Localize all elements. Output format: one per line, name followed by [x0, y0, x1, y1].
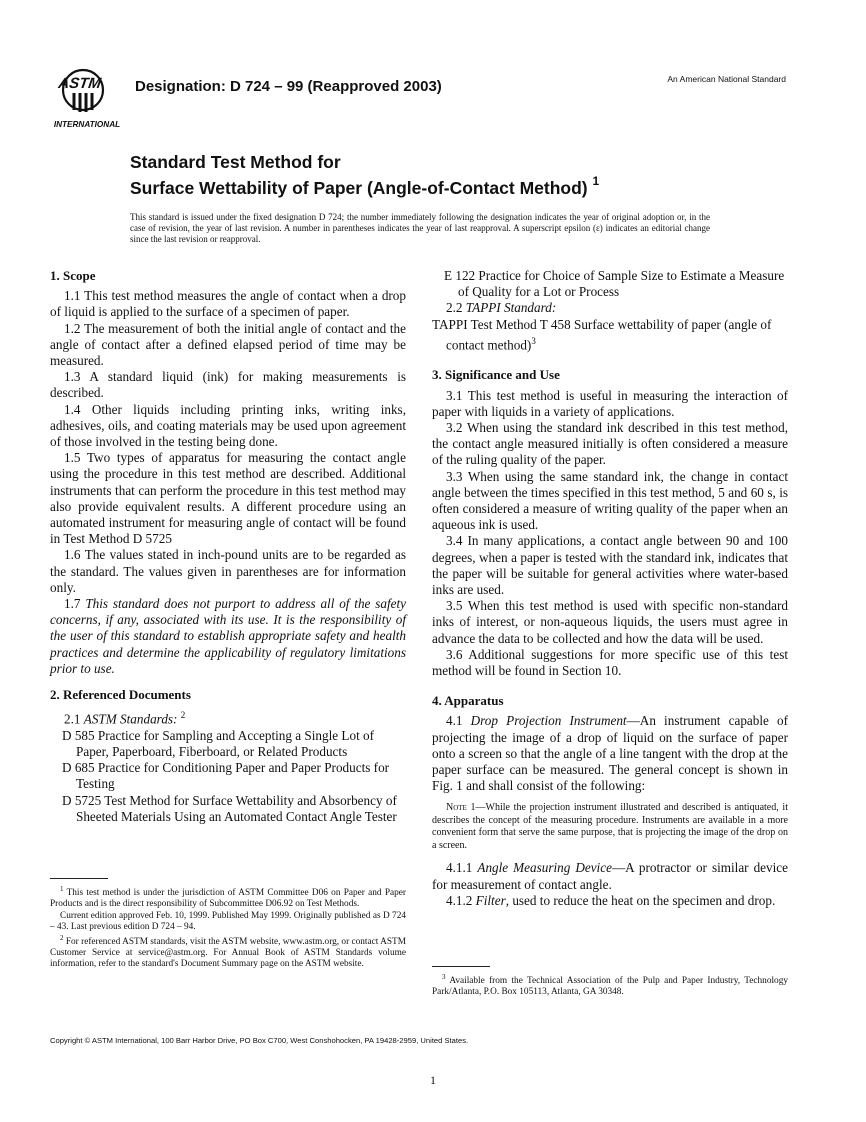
- reference-e122: E 122 Practice for Choice of Sample Size to Estimate a Measure of Quality for a Lot or Process: [444, 268, 785, 300]
- section-heading-referenced-documents: 2. Referenced Documents: [50, 687, 191, 703]
- document-title: [130, 152, 750, 199]
- footnotes-left: [50, 884, 406, 971]
- paragraph-4-1-2: [432, 893, 788, 909]
- footnote-rule-left: [50, 878, 108, 879]
- reference-tappi-text: TAPPI Test Method T 458 Surface wettability of paper (angle of contact method): [432, 316, 772, 353]
- page-number: 1: [430, 1073, 436, 1087]
- footnote-2-text: For referenced ASTM standards, visit the ASTM website, www.astm.org, or contact ASTM Customer Service at service@astm.org. For Annual Book of ASTM Standards volume information, refer to the standard's Document Summary page on the ASTM website.: [50, 937, 407, 970]
- paragraph-4-1-2-term: Filter: [475, 892, 506, 908]
- footnote-1-text: This test method is under the jurisdiction of ASTM Committee D06 on Paper and Paper Products and is the direct responsibility of Subcommittee D06.92 on Test Methods.: [50, 888, 406, 910]
- svg-text:INTERNATIONAL: INTERNATIONAL: [53, 120, 121, 129]
- paragraph-2-2-label: TAPPI Standard:: [465, 300, 557, 316]
- right-column: [432, 268, 788, 909]
- footnotes-right: [432, 972, 788, 999]
- paragraph-2-1-number: 2.1: [64, 711, 81, 727]
- paragraph-2-1: [50, 707, 406, 728]
- footnote-2: [50, 933, 406, 971]
- paragraph-2-2-number: 2.2: [446, 300, 463, 316]
- paragraph-3-6: 3.6 Additional suggestions for more specific use of this test method will be found in Section 10.: [432, 646, 788, 679]
- section-heading-apparatus: 4. Apparatus: [432, 693, 504, 709]
- section-heading-significance: 3. Significance and Use: [432, 367, 560, 383]
- section-heading-scope: 1. Scope: [50, 268, 96, 283]
- reference-tappi: [420, 317, 788, 354]
- paragraph-4-1-1-text: —A protractor or similar device for measurement of contact angle.: [432, 860, 788, 892]
- designation: Designation: D 724 – 99 (Reapproved 2003): [135, 78, 442, 95]
- svg-text:ASTM: ASTM: [57, 75, 103, 92]
- footnote-3: [432, 972, 788, 999]
- note-1: [432, 802, 788, 852]
- title-line-2-text: Surface Wettability of Paper (Angle-of-Contact Method): [130, 177, 588, 198]
- reference-d5725: D 5725 Test Method for Surface Wettability and Absorbency of Sheeted Materials Using an Automated Contact Angle Tester: [62, 792, 397, 824]
- paragraph-1-1: 1.1 This test method measures the angle of contact when a drop of liquid is applied to the surface of a specimen of paper.: [50, 288, 406, 320]
- paragraph-1-3: 1.3 A standard liquid (ink) for making measurements is described.: [50, 369, 406, 401]
- title-footnote-mark: 1: [592, 174, 600, 188]
- paragraph-4-1: [432, 713, 788, 794]
- paragraph-2-1-label: ASTM Standards:: [83, 711, 178, 727]
- footnote-rule-right: [432, 966, 490, 967]
- footnote-3-text: Available from the Technical Association of the Pulp and Paper Industry, Technology Park/Atlanta, P.O. Box 105113, Atlanta, GA 30348.: [432, 976, 788, 998]
- astm-logo: [50, 60, 124, 132]
- paragraph-1-7-text: This standard does not purport to address all of the safety concerns, if any, associated with its use. It is the responsibility of the user of this standard to establish appropriate safety and health practices and determine the applicability of regulatory limitations prior to use.: [50, 596, 407, 676]
- title-line-1: Standard Test Method for: [130, 152, 341, 172]
- paragraph-4-1-2-number: 4.1.2: [446, 892, 473, 908]
- paragraph-1-4: 1.4 Other liquids including printing inks, writing inks, adhesives, oils, and coating materials may be used upon agreement of those involved in the testing being done.: [50, 401, 406, 450]
- paragraph-1-5: 1.5 Two types of apparatus for measuring the contact angle using the procedure in this test method are described. Additional instruments that can perform the procedure in this test method may also provide equivalent results. A different procedure using an automated instrument for measuring angle of contact will be found in Test Method D 5725: [50, 450, 406, 547]
- issue-note: This standard is issued under the fixed designation D 724; the number immediately following the designation indicates the year of original adoption or, in the case of revision, the year of last revision. A number in parentheses indicates the year of last reapproval. A superscript epsilon (ε) indicates an editorial change since the last revision or reapproval.: [130, 212, 710, 244]
- reference-d685: D 685 Practice for Conditioning Paper and Paper Products for Testing: [62, 760, 390, 792]
- paragraph-1-6: 1.6 The values stated in inch-pound units are to be regarded as the standard. The values given in parentheses are for information only.: [50, 547, 406, 595]
- paragraph-4-1-1-term: Angle Measuring Device: [477, 860, 612, 876]
- national-standard-label: An American National Standard: [667, 74, 786, 84]
- reference-tappi-footnote-mark: 3: [531, 335, 536, 346]
- footnote-1-mark: 1: [60, 885, 64, 893]
- footnote-3-mark: 3: [442, 973, 446, 981]
- footnote-2-mark: 2: [60, 933, 64, 942]
- footnote-1-edition: Current edition approved Feb. 10, 1999. Published May 1999. Originally published as D 724 – 43. Last previous edition D 724 – 94.: [50, 910, 406, 932]
- paragraph-4-1-term: Drop Projection Instrument: [470, 713, 627, 729]
- paragraph-3-2: 3.2 When using the standard ink described in this test method, the contact angle measured initially is often considered a measure of the ruling quality of the paper.: [432, 420, 788, 468]
- left-column: [50, 268, 406, 825]
- paragraph-1-2: 1.2 The measurement of both the initial angle of contact and the angle of contact after a defined elapsed period of time may be measured.: [50, 320, 406, 369]
- note-1-text: —While the projection instrument illustrated and described is antiquated, it describes the concept of the measuring procedure. Instruments are available in a more convenient form that serve the same purpose, that is projecting the image of the drop on a screen.: [432, 802, 788, 851]
- paragraph-4-1-1-number: 4.1.1: [446, 860, 473, 876]
- paragraph-3-5: 3.5 When this test method is used with specific non-standard inks of interest, or non-aqueous liquids, the users must agree in advance the data to be collected and how the data will be used.: [432, 598, 788, 646]
- paragraph-4-1-number: 4.1: [446, 713, 463, 729]
- title-line-2: [130, 173, 750, 199]
- paragraph-3-4: 3.4 In many applications, a contact angle between 90 and 100 degrees, when a paper is tested with the standard ink, indicates that the paper will be suitable for general activities where water-based inks are used.: [432, 533, 788, 598]
- footnote-1: [50, 884, 406, 911]
- copyright-line: Copyright © ASTM International, 100 Barr Harbor Drive, PO Box C700, West Conshohocken, PA 19428-2959, United States.: [50, 1036, 469, 1045]
- paragraph-3-3: 3.3 When using the same standard ink, the change in contact angle between the times specified in this test method, 5 and 60 s, is often considered a measure of writing quality of the paper when an aqueous ink is used.: [432, 468, 788, 533]
- paragraph-1-7: [50, 596, 406, 677]
- paragraph-2-1-footnote-mark: 2: [180, 710, 186, 721]
- note-1-label: Note 1: [446, 802, 476, 814]
- paragraph-4-1-1: [432, 860, 788, 892]
- paragraph-1-7-number: 1.7: [64, 596, 81, 612]
- reference-d585: D 585 Practice for Sampling and Accepting a Single Lot of Paper, Paperboard, Fiberboard, or Related Products: [62, 727, 375, 760]
- paragraph-2-2: [432, 300, 788, 316]
- paragraph-4-1-2-text: , used to reduce the heat on the specimen and drop.: [505, 892, 776, 908]
- paragraph-4-1-text: —An instrument capable of projecting the image of a drop of liquid on the surface of paper onto a screen so that the angle of a line tangent with the drop at the paper surface can be measured. The general concept is shown in Fig. 1 and shall consist of the following:: [432, 713, 789, 794]
- paragraph-3-1: 3.1 This test method is useful in measuring the interaction of paper with liquids in a variety of applications.: [432, 387, 788, 419]
